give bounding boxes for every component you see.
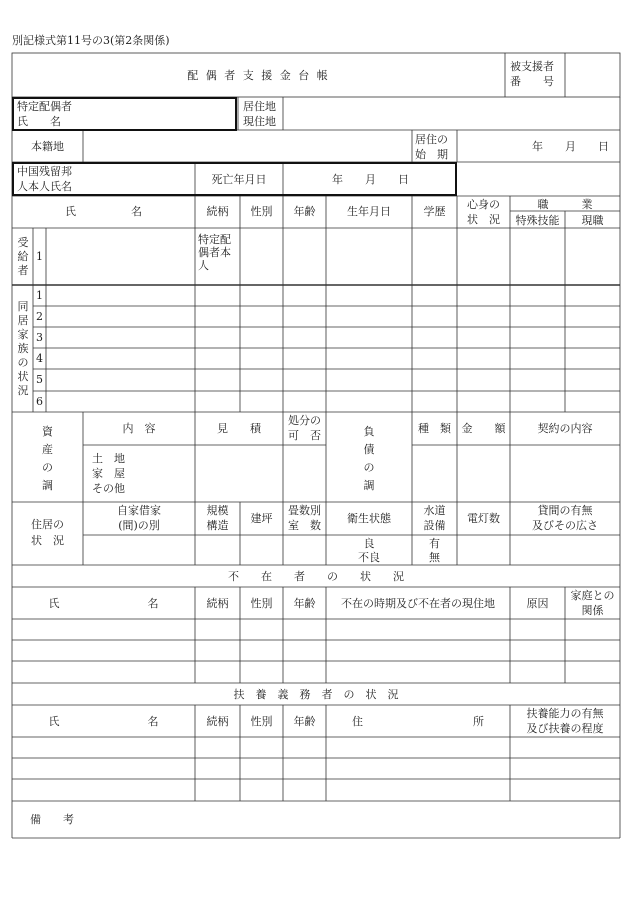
family-header-occupation: 職 業 [537, 198, 593, 211]
household-row-6: 6 [36, 395, 43, 408]
housing-own-rent-2: (間)の別 [118, 519, 160, 532]
household-row-5: 5 [36, 373, 43, 386]
household-section-label: 同居家族の状況 [17, 300, 29, 397]
support-header-sex: 性別 [250, 715, 273, 728]
housing-hygiene-bad[interactable]: 不良 [358, 551, 380, 564]
absent-heading: 不 在 者 の 状 況 [228, 570, 404, 583]
residence-start-date[interactable]: 年 月 日 [532, 140, 609, 153]
support-header-name: 氏 名 [48, 715, 159, 728]
residence-label-1: 居住地 [243, 100, 276, 113]
ledger-title: 配 偶 者 支 援 金 台 帳 [187, 69, 330, 82]
spouse-name-field[interactable] [84, 99, 234, 129]
debts-label-3: の [363, 461, 375, 474]
support-header-address: 住 所 [352, 715, 484, 728]
recipient-section-label: 受給者 [17, 236, 29, 277]
recipient-row-number: 1 [36, 250, 43, 263]
assets-disposal-header-1: 処分の [288, 414, 321, 427]
household-row-1: 1 [36, 289, 43, 302]
death-date-label: 死亡年月日 [211, 173, 267, 186]
assets-label-3: の [42, 461, 53, 474]
domicile-field[interactable] [84, 131, 411, 161]
absent-header-family-2: 関係 [581, 604, 604, 617]
support-header-ability-2: 及び扶養の程度 [526, 722, 604, 735]
remarks-label: 備 考 [30, 813, 74, 826]
orphan-name-label-1: 中国残留邦 [17, 165, 72, 178]
death-date-value[interactable]: 年 月 日 [332, 173, 409, 186]
asset-item-other: その他 [92, 482, 125, 495]
housing-area: 建坪 [250, 512, 273, 525]
absent-header-name: 氏 名 [48, 597, 159, 610]
debts-contract-header: 契約の内容 [537, 422, 593, 435]
asset-item-house: 家 屋 [92, 467, 125, 480]
housing-rooms-rent-1: 貸間の有無 [537, 504, 593, 517]
family-header-condition-2: 状 況 [467, 213, 500, 226]
residence-start-label-1: 居住の [415, 133, 448, 146]
recipient-relation: 特定配偶者本人 [198, 233, 231, 272]
housing-label-2: 状 況 [31, 534, 64, 547]
spouse-name-label-1: 特定配偶者 [17, 100, 72, 113]
housing-rooms-2: 室 数 [288, 519, 321, 532]
family-header-current-job: 現職 [581, 214, 604, 227]
household-row-3: 3 [36, 331, 43, 344]
assets-label-2: 産 [42, 443, 53, 456]
domicile-label: 本籍地 [31, 140, 64, 153]
housing-hygiene: 衛生状態 [347, 512, 391, 525]
debts-amount-header: 金 額 [461, 422, 506, 435]
assets-label-4: 調 [42, 479, 53, 492]
family-header-name: 氏 名 [65, 205, 142, 218]
orphan-name-label-2: 人本人氏名 [17, 180, 72, 193]
housing-scale-1: 規模 [206, 504, 229, 517]
absent-header-family-1: 家庭との [570, 589, 615, 602]
housing-rooms-1: 畳数別 [288, 504, 321, 517]
housing-electric: 電灯数 [467, 512, 500, 525]
family-header-relation: 続柄 [206, 205, 229, 218]
housing-rooms-rent-2: 及びその広さ [532, 519, 598, 532]
support-header-relation: 続柄 [206, 715, 229, 728]
recipient-no-field[interactable] [566, 54, 619, 96]
housing-water-2: 設備 [423, 519, 446, 532]
absent-header-relation: 続柄 [206, 597, 229, 610]
orphan-name-field[interactable] [84, 164, 194, 194]
housing-water-1: 水道 [423, 504, 446, 517]
housing-label-1: 住居の [31, 518, 64, 531]
absent-header-reason: 原因 [526, 597, 549, 610]
family-header-birth: 生年月日 [347, 205, 391, 218]
household-row-2: 2 [36, 310, 43, 323]
assets-estimate-header: 見 積 [217, 422, 261, 435]
housing-hygiene-good[interactable]: 良 [363, 537, 375, 550]
household-row-4: 4 [36, 352, 43, 365]
asset-item-land: 土 地 [92, 452, 125, 465]
housing-own-rent-1: 自家借家 [117, 504, 161, 517]
spouse-name-label-2: 氏 名 [17, 115, 61, 128]
support-header-ability-1: 扶養能力の有無 [526, 707, 604, 720]
housing-water-no[interactable]: 無 [429, 551, 440, 564]
assets-disposal-header-2: 可 否 [288, 429, 321, 442]
family-header-education: 学歴 [423, 205, 446, 218]
absent-header-period: 不在の時期及び不在者の現住地 [341, 597, 495, 610]
assets-label-1: 資 [42, 425, 53, 438]
housing-water-yes[interactable]: 有 [429, 537, 440, 550]
support-header-age: 年齢 [293, 715, 316, 728]
support-heading: 扶 養 義 務 者 の 状 況 [233, 688, 399, 701]
residence-field[interactable] [284, 99, 619, 129]
family-header-age: 年齢 [293, 205, 316, 218]
recipient-no-label-2: 番 号 [510, 75, 554, 88]
remarks-field[interactable] [90, 802, 619, 837]
housing-scale-2: 構造 [206, 519, 229, 532]
absent-header-sex: 性別 [250, 597, 273, 610]
family-header-condition-1: 心身の [467, 198, 500, 211]
form-reference: 別記様式第11号の3(第2条関係) [12, 34, 170, 47]
residence-label-2: 現住地 [243, 115, 276, 128]
debts-kind-header: 種 類 [418, 422, 451, 435]
recipient-no-label-1: 被支援者 [510, 60, 554, 73]
residence-start-label-2: 始 期 [415, 148, 448, 161]
family-header-skill: 特殊技能 [515, 214, 560, 227]
family-header-sex: 性別 [250, 205, 273, 218]
debts-label-2: 債 [363, 443, 375, 456]
debts-label-4: 調 [363, 479, 375, 492]
absent-header-age: 年齢 [293, 597, 316, 610]
assets-content-header: 内 容 [122, 422, 156, 435]
debts-label-1: 負 [363, 425, 375, 438]
